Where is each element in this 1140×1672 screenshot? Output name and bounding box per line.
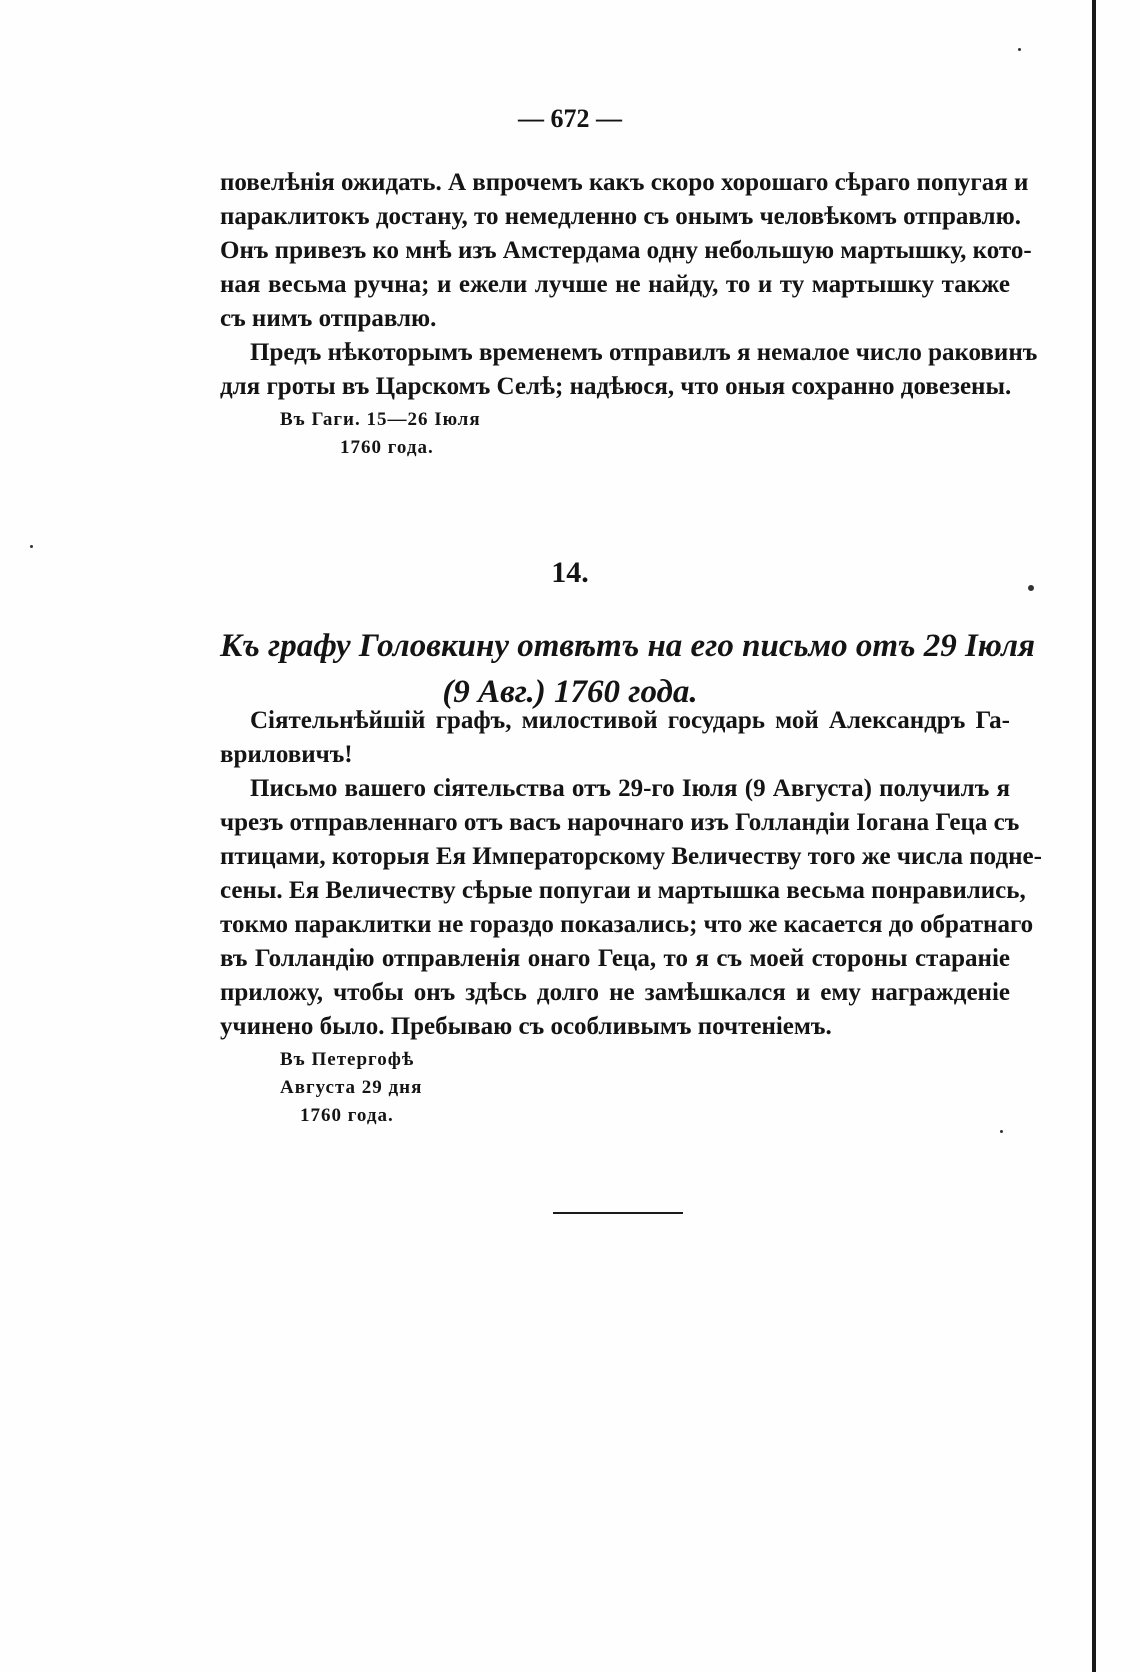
- signature-year: 1760 года.: [340, 437, 434, 458]
- scan-speck: [30, 545, 33, 548]
- text-line: ная весьма ручна; и ежели лучше не найду, то и ту мартышку также: [220, 271, 1010, 298]
- text-line: для гроты въ Царскомъ Селѣ; надѣюся, что оныя сохранно довезены.: [220, 373, 1012, 400]
- scan-speck: [1018, 48, 1021, 51]
- page-edge-rule: [1092, 0, 1096, 1672]
- title-line: (9 Авг.) 1760 года.: [442, 674, 698, 710]
- text-line: птицами, которыя Ея Императорскому Величеству того же числа подне-: [220, 843, 1042, 870]
- text-line: Предъ нѣкоторымъ временемъ отправилъ я немалое число раковинъ: [250, 339, 1038, 366]
- text-line: въ Голландію отправленія онаго Геца, то я съ моей стороны стараніе: [220, 945, 1010, 972]
- signature-place: Въ Петергофѣ: [280, 1049, 415, 1070]
- text-line: параклитокъ достану, то немедленно съ онымъ человѣкомъ отправлю.: [220, 203, 1021, 230]
- letter-number: 14.: [551, 556, 589, 589]
- text-line: сены. Ея Величеству сѣрые попугаи и мартышка весьма понравились,: [220, 877, 1026, 904]
- text-line: приложу, чтобы онъ здѣсь долго не замѣшкался и ему награжденіе: [220, 979, 1010, 1006]
- signature-place-date: Въ Гаги. 15—26 Іюля: [280, 409, 481, 430]
- signature-date: Августа 29 дня: [280, 1077, 423, 1098]
- scan-speck: [1000, 1130, 1003, 1133]
- text-line: повелѣнія ожидать. А впрочемъ какъ скоро хорошаго сѣраго попугая и: [220, 169, 1029, 196]
- text-line: Письмо вашего сіятельства отъ 29-го Іюля (9 Августа) получилъ я: [250, 775, 1010, 802]
- scan-speck: [1028, 585, 1034, 591]
- signature-year: 1760 года.: [300, 1105, 394, 1126]
- text-line: вриловичъ!: [220, 741, 353, 768]
- text-line: Сіятельнѣйшій графъ, милостивой государь мой Александръ Га-: [250, 707, 1010, 734]
- text-line: токмо параклитки не гораздо показались; что же касается до обратнаго: [220, 911, 1034, 938]
- text-line: съ нимъ отправлю.: [220, 305, 437, 332]
- text-line: чрезъ отправленнаго отъ васъ нарочнаго изъ Голландіи Іогана Геца съ: [220, 809, 1020, 836]
- text-line: учинено было. Пребываю съ особливымъ почтеніемъ.: [220, 1013, 832, 1040]
- end-rule: [553, 1212, 683, 1214]
- page-number: — 672 —: [518, 104, 622, 133]
- text-line: Онъ привезъ ко мнѣ изъ Амстердама одну небольшую мартышку, кото-: [220, 237, 1032, 264]
- title-line: Къ графу Головкину отвѣтъ на его письмо отъ 29 Іюля: [220, 628, 1036, 664]
